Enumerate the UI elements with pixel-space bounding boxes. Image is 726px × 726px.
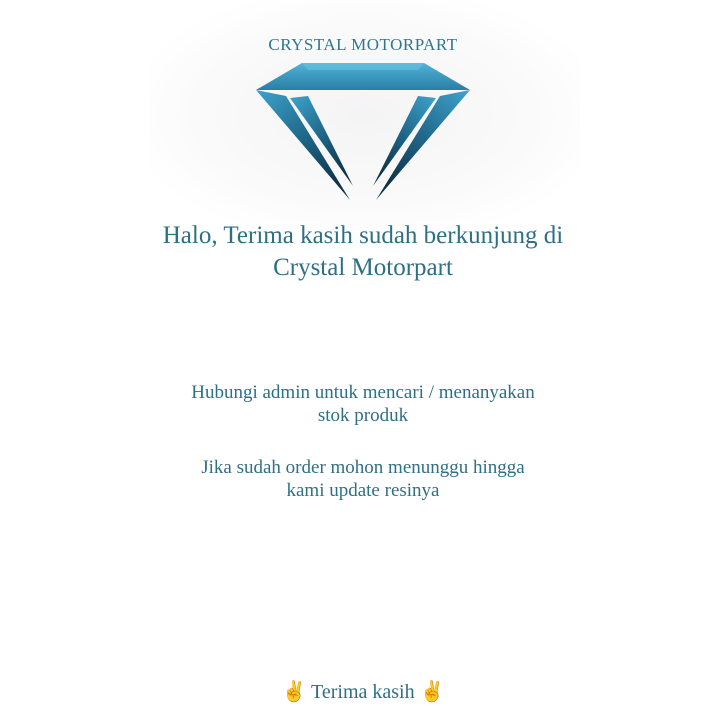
order-note-line-1: Jika sudah order mohon menunggu hingga (201, 457, 525, 478)
thank-you-footer (0, 679, 726, 704)
victory-hand-icon: ✌ (419, 681, 445, 703)
headline-line-1: Halo, Terima kasih sudah berkunjung di (162, 222, 564, 249)
contact-note-line-1: Hubungi admin untuk mencari / menanyakan (191, 382, 535, 403)
welcome-headline (0, 220, 726, 284)
order-note-line-2: kami update resinya (286, 480, 440, 501)
order-wait-note (0, 456, 726, 502)
brand-title: CRYSTAL MOTORPART (268, 35, 458, 54)
victory-hand-icon: ✌ (281, 681, 307, 703)
thank-you-text: Terima kasih (311, 681, 415, 703)
contact-note-line-2: stok produk (317, 405, 409, 426)
headline-line-2: Crystal Motorpart (273, 254, 453, 281)
diamond-icon (250, 58, 476, 208)
contact-admin-note (0, 381, 726, 427)
